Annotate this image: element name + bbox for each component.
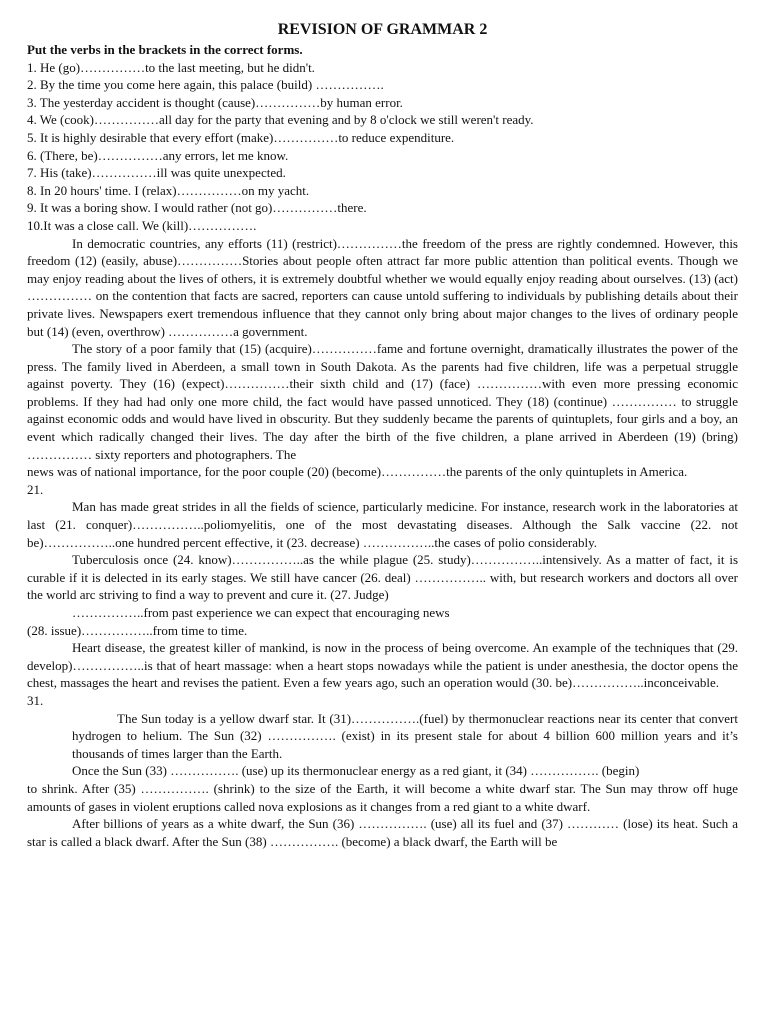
exercise-item: 6. (There, be)……………any errors, let me know. <box>27 147 289 163</box>
exercise-item: 4. We (cook)……………all day for the party that evening and by 8 o'clock we still weren't ready. <box>27 112 534 128</box>
passage-paragraph: news was of national importance, for the poor couple (20) (become)……………the parents of the only quintuplets in America. <box>27 464 688 480</box>
passage-paragraph: The story of a poor family that (15) (acquire)……………fame and fortune overnight, dramatically illustrates the power of the press. The family lived in Aberdeen, a small town in South Dakota. As the parents had five children, life was a perpetual struggle against poverty. They (16) (expect)……………their sixth child and (17) (face) ……………with even more pressing economic problems. If they had had only one more child, the fact would have passed unnoticed. They (18) (continue) …………… to struggle against economic odds and would have lived in obscurity. But they suddenly became the parents of quintuplets, four girls and a boy, an event which radically changed their lives. The day after the birth of the five children, a plane arrived in Aberdeen (19) (bring) …………… sixty reporters and photographers. The <box>27 341 738 462</box>
exercise-item: 9. It was a boring show. I would rather (not go)……………there. <box>27 200 367 216</box>
section-marker: 21. <box>27 481 44 497</box>
exercise-item: 3. The yesterday accident is thought (cause)……………by human error. <box>27 94 403 110</box>
passage-paragraph: to shrink. After (35) ……………. (shrink) to the size of the Earth, it will become a white dwarf star. The Sun may throw off huge amounts of gases in violent eruptions called nova explosions as it changes from a red giant to a white dwarf. <box>27 780 738 814</box>
passage-paragraph: In democratic countries, any efforts (11) (restrict)……………the freedom of the press are rightly condemned. However, this freedom (12) (easily, abuse)……………Stories about people often attract far more public attention than political events. Though we may enjoy reading about the lives of others, it is extremely doubtful whether we would equally enjoy reading about ourselves. (13) (act) …………… on the contention that facts are sacred, reporters can cause untold suffering to individuals by publishing details about their private lives. Newspapers exert tremendous influence that they cannot only bring about major changes to the lives of ordinary people but (14) (even, overthrow) ……………a government. <box>27 235 738 339</box>
exercise-item: 10.It was a close call. We (kill)……………. <box>27 217 257 233</box>
passage-line: Once the Sun (33) ……………. (use) up its thermonuclear energy as a red giant, it (34) ……………. (begin) <box>72 763 640 779</box>
exercise-item: 1. He (go)……………to the last meeting, but he didn't. <box>27 59 315 75</box>
passage-paragraph: After billions of years as a white dwarf, the Sun (36) ……………. (use) all its fuel and (37) ………… (lose) its heat. Such a star is called a black dwarf. After the Sun (38) ……………. (become) a black dwarf, the Earth will be <box>27 816 738 849</box>
exercise-item: 8. In 20 hours' time. I (relax)……………on my yacht. <box>27 182 310 198</box>
exercise-items <box>27 59 738 235</box>
exercise-item: 7. His (take)……………ill was quite unexpected. <box>27 165 286 181</box>
exercise-item: 5. It is highly desirable that every effort (make)……………to reduce expenditure. <box>27 129 455 145</box>
exercise-item: 2. By the time you come here again, this palace (build) ……………. <box>27 77 384 93</box>
instruction: Put the verbs in the brackets in the correct forms. <box>27 42 303 57</box>
passage-paragraph: Man has made great strides in all the fields of science, particularly medicine. For instance, research work in the laboratories at last (21. conquer)……………..poliomyelitis, one of the most devastating diseases. Although the Salk vaccine (22. not be)……………..one hundred percent effective, it (23. decrease) ……………..the cases of polio considerably. <box>27 499 738 550</box>
section-marker: 31. <box>27 692 44 708</box>
passage-line: ……………..from past experience we can expect that encouraging news <box>72 605 450 620</box>
page-title: REVISION OF GRAMMAR 2 <box>277 21 488 38</box>
passage-paragraph: Tuberculosis once (24. know)……………..as the while plague (25. study)……………..intensively. As a matter of fact, it is curable if it is delected in its early stages. We still have cancer (26. deal) …………….. with, but research workers and doctors all over the world arc striving to find a way to prevent and cure it. (27. Judge) <box>27 552 738 603</box>
passage-paragraph: Heart disease, the greatest killer of mankind, is now in the process of being overcome. An example of the techniques that (29. develop)……………..is that of heart massage: when a heart stops nowadays while the patient is under anesthesia, the doctor opens the chest, massages the heart and revises the patient. Even a few years ago, such an operation would (30. be)……………..inconceivable. <box>27 640 738 691</box>
passage-paragraph: The Sun today is a yellow dwarf star. It (31)…………….(fuel) by thermonuclear reactions near its center that convert hydrogen to helium. The Sun (32) ……………. (exist) in its present stale for about 4 billion 600 million years and it’s thousands of times larger than the Earth. <box>72 710 738 761</box>
passage-line: (28. issue)……………..from time to time. <box>27 622 248 638</box>
